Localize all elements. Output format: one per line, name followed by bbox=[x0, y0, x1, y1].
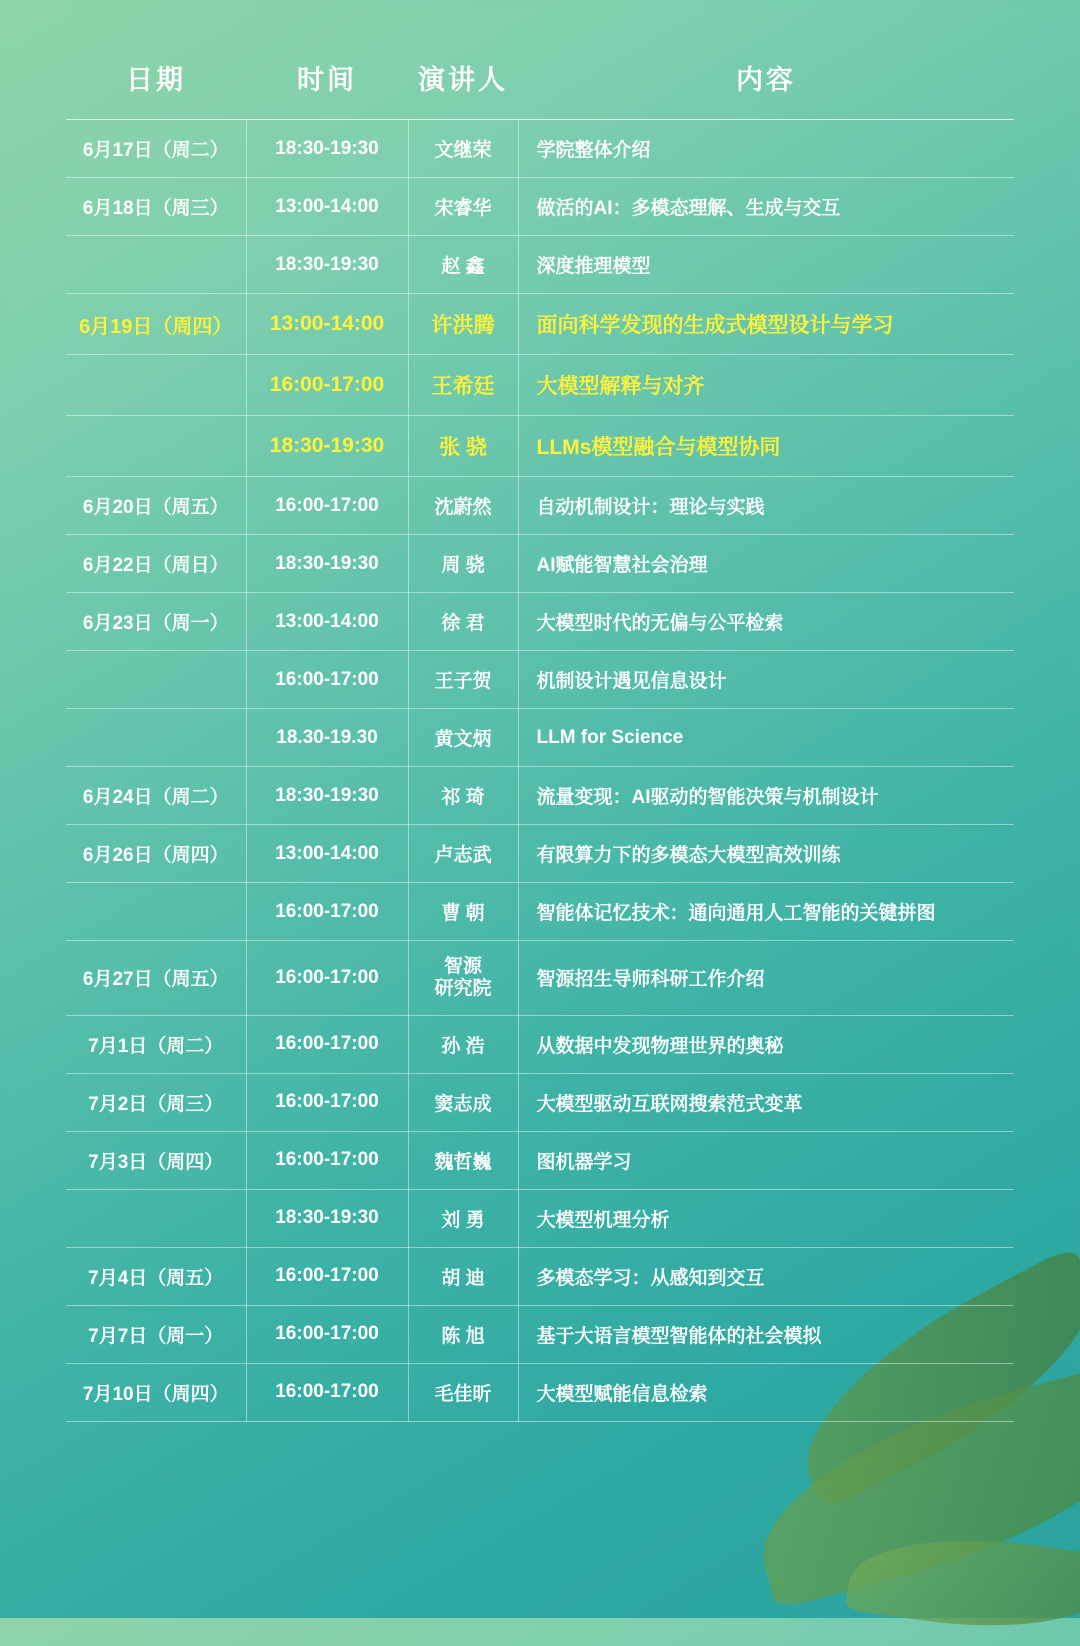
table-row bbox=[66, 1015, 1014, 1073]
cell-speaker: 孙 浩 bbox=[408, 1015, 518, 1073]
table-row bbox=[66, 236, 1014, 294]
cell-speaker: 智源 研究院 bbox=[408, 941, 518, 1016]
table-row bbox=[66, 477, 1014, 535]
cell-time: 16:00-17:00 bbox=[246, 651, 408, 709]
cell-topic: 流量变现：AI驱动的智能决策与机制设计 bbox=[518, 767, 1014, 825]
table-row bbox=[66, 709, 1014, 767]
cell-topic: 大模型时代的无偏与公平检索 bbox=[518, 593, 1014, 651]
cell-topic: 智源招生导师科研工作介绍 bbox=[518, 941, 1014, 1016]
table-row bbox=[66, 1189, 1014, 1247]
cell-topic: 基于大语言模型智能体的社会模拟 bbox=[518, 1305, 1014, 1363]
cell-date: 6月27日（周五） bbox=[66, 941, 246, 1016]
cell-topic: 深度推理模型 bbox=[518, 236, 1014, 294]
cell-speaker: 毛佳昕 bbox=[408, 1363, 518, 1421]
cell-date bbox=[66, 883, 246, 941]
cell-topic: 大模型赋能信息检索 bbox=[518, 1363, 1014, 1421]
cell-date: 6月24日（周二） bbox=[66, 767, 246, 825]
cell-time: 16:00-17:00 bbox=[246, 477, 408, 535]
table-row bbox=[66, 1073, 1014, 1131]
table-row bbox=[66, 294, 1014, 355]
cell-date: 7月2日（周三） bbox=[66, 1073, 246, 1131]
cell-time: 16:00-17:00 bbox=[246, 941, 408, 1016]
table-row bbox=[66, 825, 1014, 883]
cell-speaker: 许洪腾 bbox=[408, 294, 518, 355]
table-body bbox=[66, 120, 1014, 1422]
cell-date: 7月7日（周一） bbox=[66, 1305, 246, 1363]
cell-time: 16:00-17:00 bbox=[246, 1015, 408, 1073]
cell-topic: 做活的AI：多模态理解、生成与交互 bbox=[518, 178, 1014, 236]
cell-date bbox=[66, 651, 246, 709]
cell-topic: 自动机制设计：理论与实践 bbox=[518, 477, 1014, 535]
table-row bbox=[66, 120, 1014, 178]
cell-topic: 图机器学习 bbox=[518, 1131, 1014, 1189]
cell-date: 6月23日（周一） bbox=[66, 593, 246, 651]
cell-time: 16:00-17:00 bbox=[246, 1363, 408, 1421]
cell-time: 18:30-19:30 bbox=[246, 1189, 408, 1247]
cell-speaker: 魏哲巍 bbox=[408, 1131, 518, 1189]
table-header bbox=[66, 40, 1014, 120]
cell-time: 18:30-19:30 bbox=[246, 236, 408, 294]
cell-topic: AI赋能智慧社会治理 bbox=[518, 535, 1014, 593]
cell-time: 16:00-17:00 bbox=[246, 1305, 408, 1363]
cell-time: 16:00-17:00 bbox=[246, 355, 408, 416]
cell-speaker: 曹 朝 bbox=[408, 883, 518, 941]
cell-time: 16:00-17:00 bbox=[246, 1131, 408, 1189]
table-row bbox=[66, 767, 1014, 825]
cell-date: 6月20日（周五） bbox=[66, 477, 246, 535]
cell-date: 6月22日（周日） bbox=[66, 535, 246, 593]
cell-time: 18:30-19:30 bbox=[246, 416, 408, 477]
cell-speaker: 王希廷 bbox=[408, 355, 518, 416]
cell-date: 7月3日（周四） bbox=[66, 1131, 246, 1189]
cell-topic: 面向科学发现的生成式模型设计与学习 bbox=[518, 294, 1014, 355]
cell-topic: 机制设计遇见信息设计 bbox=[518, 651, 1014, 709]
cell-speaker: 沈蔚然 bbox=[408, 477, 518, 535]
table-row bbox=[66, 355, 1014, 416]
cell-time: 18.30-19.30 bbox=[246, 709, 408, 767]
cell-topic: 大模型机理分析 bbox=[518, 1189, 1014, 1247]
cell-date: 6月17日（周二） bbox=[66, 120, 246, 178]
table-row bbox=[66, 651, 1014, 709]
cell-date: 7月10日（周四） bbox=[66, 1363, 246, 1421]
cell-speaker: 张 骁 bbox=[408, 416, 518, 477]
column-header-topic: 内容 bbox=[518, 40, 1014, 120]
cell-date: 6月19日（周四） bbox=[66, 294, 246, 355]
cell-speaker: 黄文炳 bbox=[408, 709, 518, 767]
cell-time: 18:30-19:30 bbox=[246, 120, 408, 178]
table-row bbox=[66, 1131, 1014, 1189]
cell-date bbox=[66, 355, 246, 416]
table-row bbox=[66, 941, 1014, 1016]
cell-date: 7月1日（周二） bbox=[66, 1015, 246, 1073]
cell-topic: 从数据中发现物理世界的奥秘 bbox=[518, 1015, 1014, 1073]
cell-time: 13:00-14:00 bbox=[246, 178, 408, 236]
cell-topic: 大模型解释与对齐 bbox=[518, 355, 1014, 416]
cell-speaker: 刘 勇 bbox=[408, 1189, 518, 1247]
cell-speaker: 周 骁 bbox=[408, 535, 518, 593]
cell-date bbox=[66, 236, 246, 294]
column-header-speaker: 演讲人 bbox=[408, 40, 518, 120]
cell-time: 13:00-14:00 bbox=[246, 294, 408, 355]
cell-time: 16:00-17:00 bbox=[246, 1247, 408, 1305]
table-row bbox=[66, 1247, 1014, 1305]
cell-topic: 有限算力下的多模态大模型高效训练 bbox=[518, 825, 1014, 883]
cell-speaker: 宋睿华 bbox=[408, 178, 518, 236]
column-header-time: 时间 bbox=[246, 40, 408, 120]
cell-time: 18:30-19:30 bbox=[246, 767, 408, 825]
cell-time: 13:00-14:00 bbox=[246, 593, 408, 651]
cell-speaker: 胡 迪 bbox=[408, 1247, 518, 1305]
cell-date: 6月18日（周三） bbox=[66, 178, 246, 236]
table-row bbox=[66, 593, 1014, 651]
cell-topic: 大模型驱动互联网搜索范式变革 bbox=[518, 1073, 1014, 1131]
cell-speaker: 窦志成 bbox=[408, 1073, 518, 1131]
cell-speaker: 祁 琦 bbox=[408, 767, 518, 825]
cell-speaker: 赵 鑫 bbox=[408, 236, 518, 294]
column-header-date: 日期 bbox=[66, 40, 246, 120]
cell-time: 13:00-14:00 bbox=[246, 825, 408, 883]
cell-time: 16:00-17:00 bbox=[246, 1073, 408, 1131]
cell-topic: 多模态学习：从感知到交互 bbox=[518, 1247, 1014, 1305]
cell-topic: 学院整体介绍 bbox=[518, 120, 1014, 178]
table-row bbox=[66, 1363, 1014, 1421]
table-row bbox=[66, 178, 1014, 236]
cell-time: 16:00-17:00 bbox=[246, 883, 408, 941]
cell-topic: 智能体记忆技术：通向通用人工智能的关键拼图 bbox=[518, 883, 1014, 941]
table-row bbox=[66, 416, 1014, 477]
cell-date bbox=[66, 709, 246, 767]
cell-speaker: 卢志武 bbox=[408, 825, 518, 883]
cell-date bbox=[66, 1189, 246, 1247]
schedule-table bbox=[66, 40, 1014, 1422]
cell-speaker: 王子贺 bbox=[408, 651, 518, 709]
cell-time: 18:30-19:30 bbox=[246, 535, 408, 593]
cell-speaker: 陈 旭 bbox=[408, 1305, 518, 1363]
cell-speaker: 文继荣 bbox=[408, 120, 518, 178]
cell-speaker: 徐 君 bbox=[408, 593, 518, 651]
cell-topic: LLM for Science bbox=[518, 709, 1014, 767]
table-row bbox=[66, 535, 1014, 593]
table-row bbox=[66, 1305, 1014, 1363]
cell-date: 7月4日（周五） bbox=[66, 1247, 246, 1305]
cell-date bbox=[66, 416, 246, 477]
cell-date: 6月26日（周四） bbox=[66, 825, 246, 883]
cell-topic: LLMs模型融合与模型协同 bbox=[518, 416, 1014, 477]
table-row bbox=[66, 883, 1014, 941]
table-header-row bbox=[66, 40, 1014, 120]
